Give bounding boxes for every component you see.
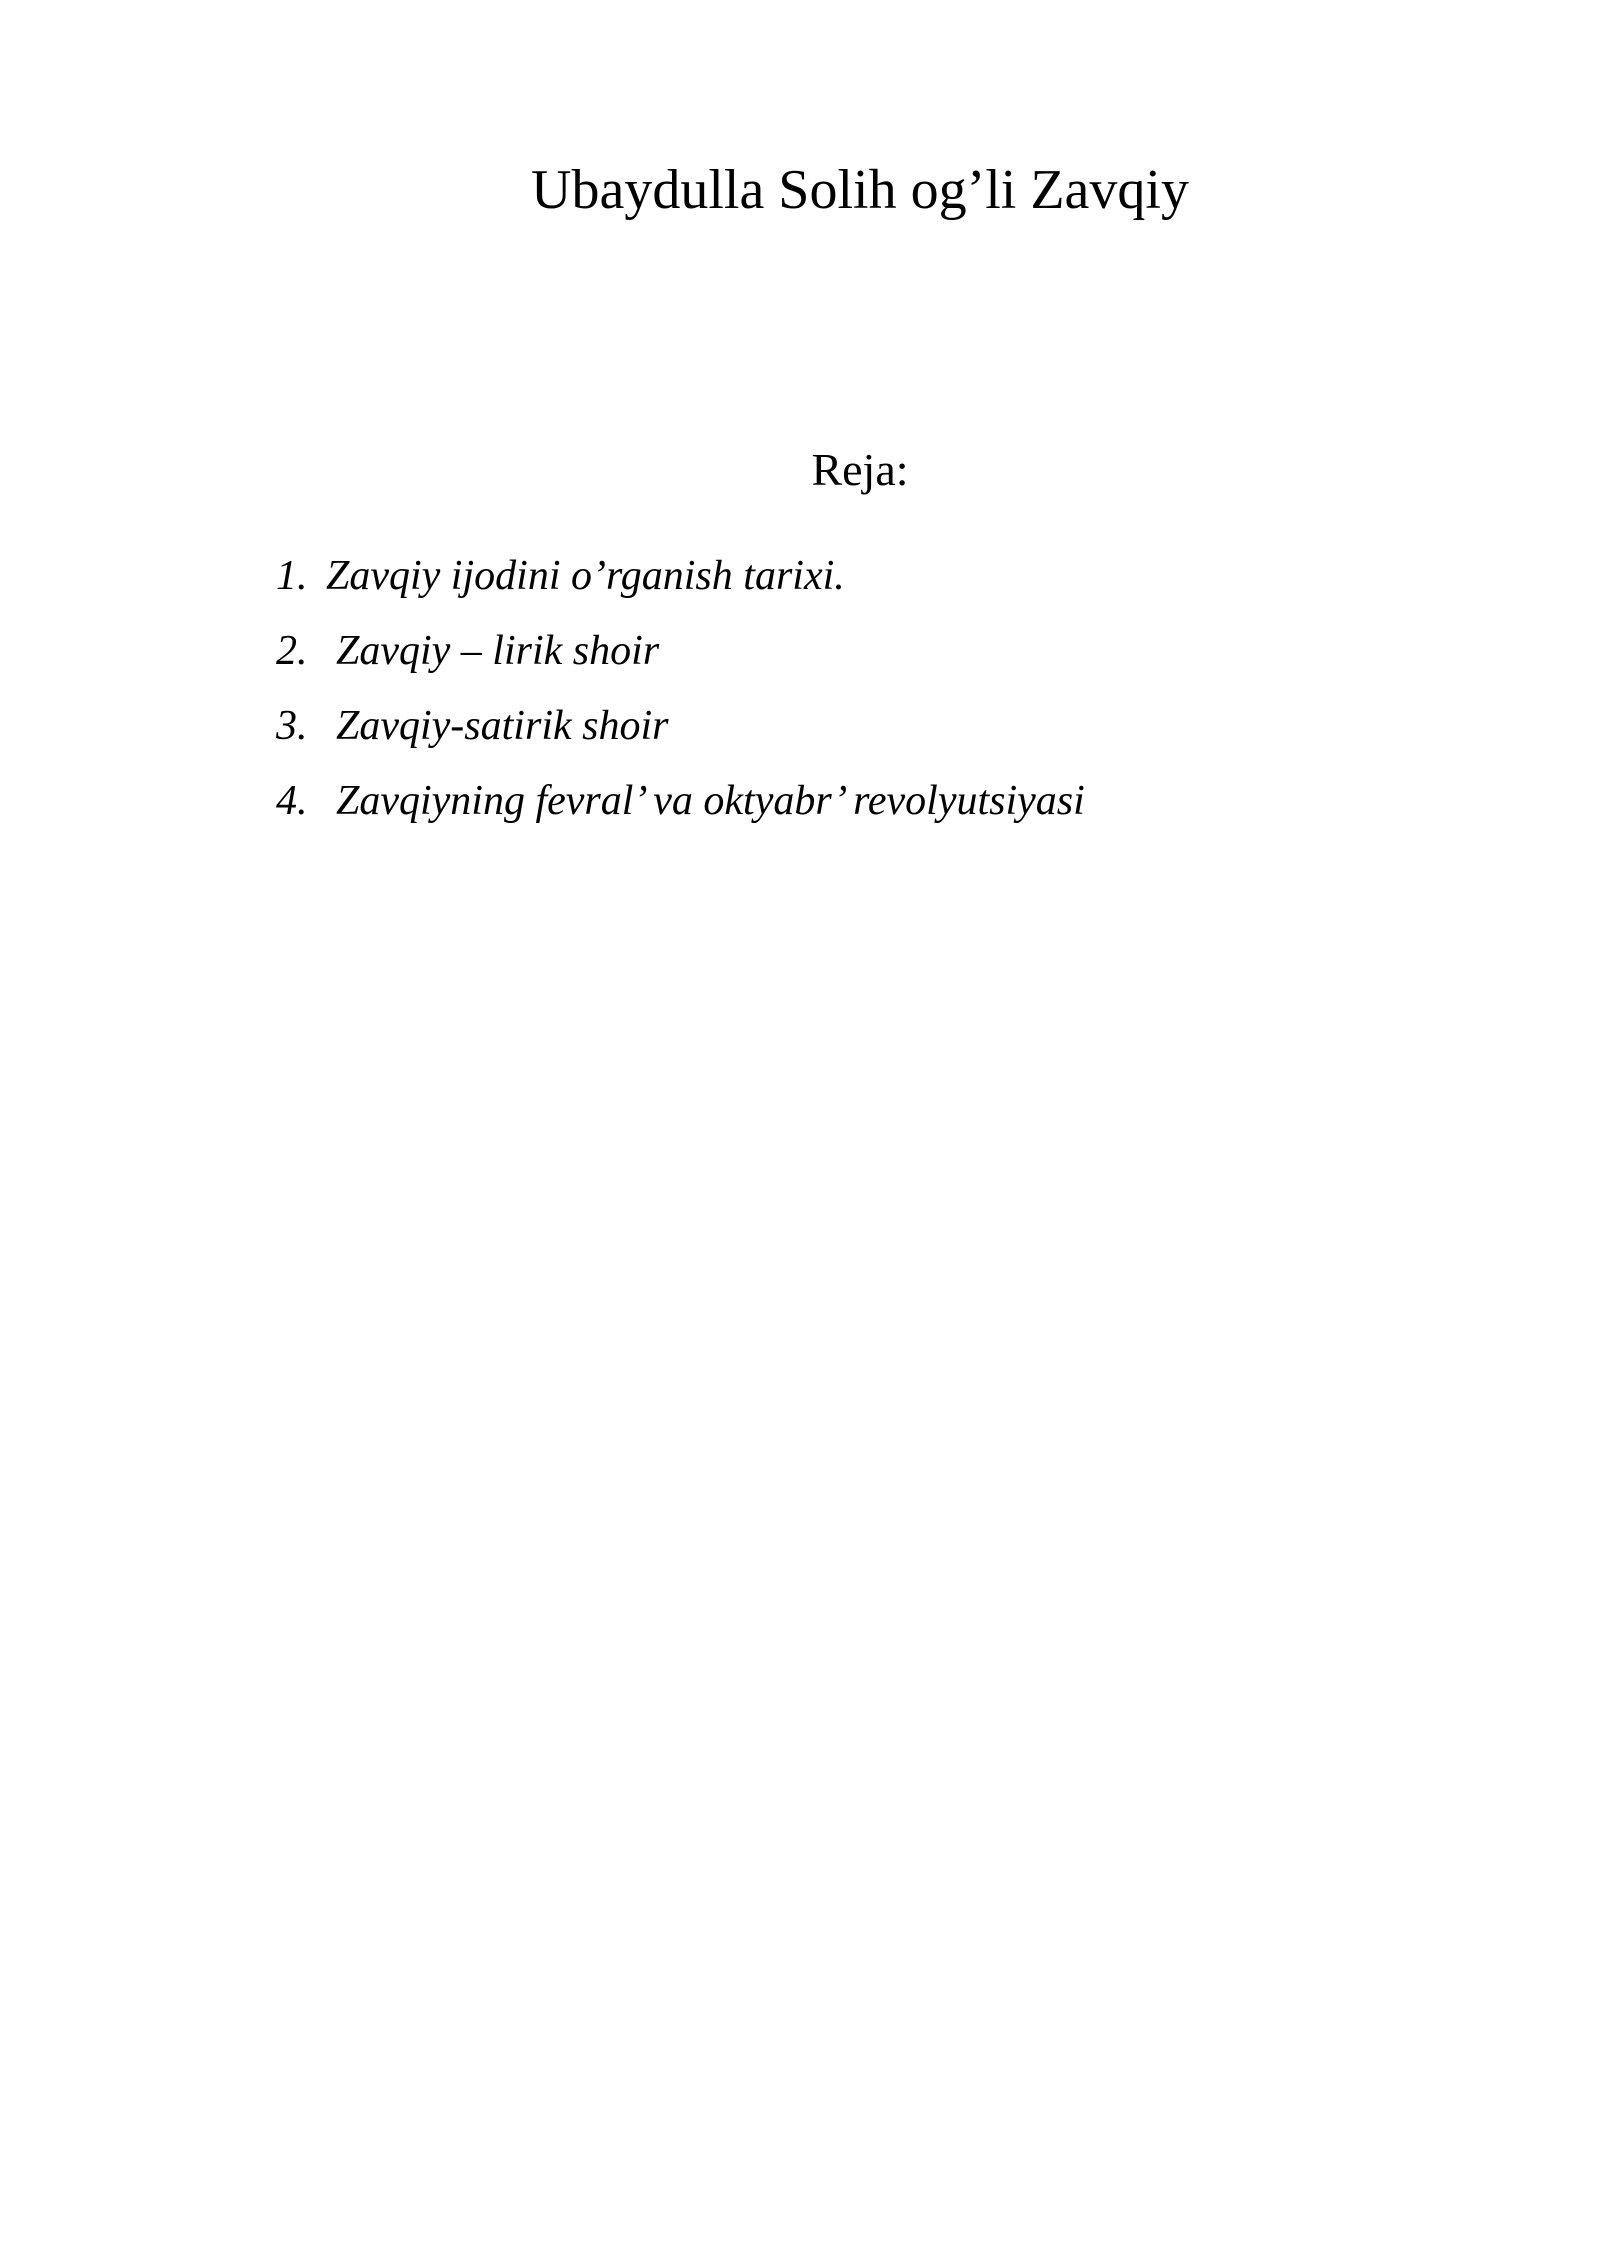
list-item-text: Zavqiyning fevral’ va oktyabr’ revolyutsiyasi <box>336 778 1085 824</box>
plan-list <box>276 544 1085 844</box>
list-item-number: 3. <box>276 703 308 749</box>
list-item-number: 2. <box>276 628 308 674</box>
list-item-number: 4. <box>276 778 308 824</box>
list-item-text: Zavqiy ijodini o’rganish tarixi. <box>326 553 845 599</box>
list-item-number: 1. <box>276 553 308 599</box>
list-item <box>276 544 1085 619</box>
document-title: Ubaydulla Solih og’li Zavqiy <box>531 159 1189 221</box>
list-item <box>276 769 1085 844</box>
plan-heading: Reja: <box>811 444 909 495</box>
list-item-text: Zavqiy – lirik shoir <box>336 628 660 674</box>
list-item <box>276 694 1085 769</box>
list-item <box>276 619 1085 694</box>
list-item-text: Zavqiy-satirik shoir <box>336 703 669 749</box>
